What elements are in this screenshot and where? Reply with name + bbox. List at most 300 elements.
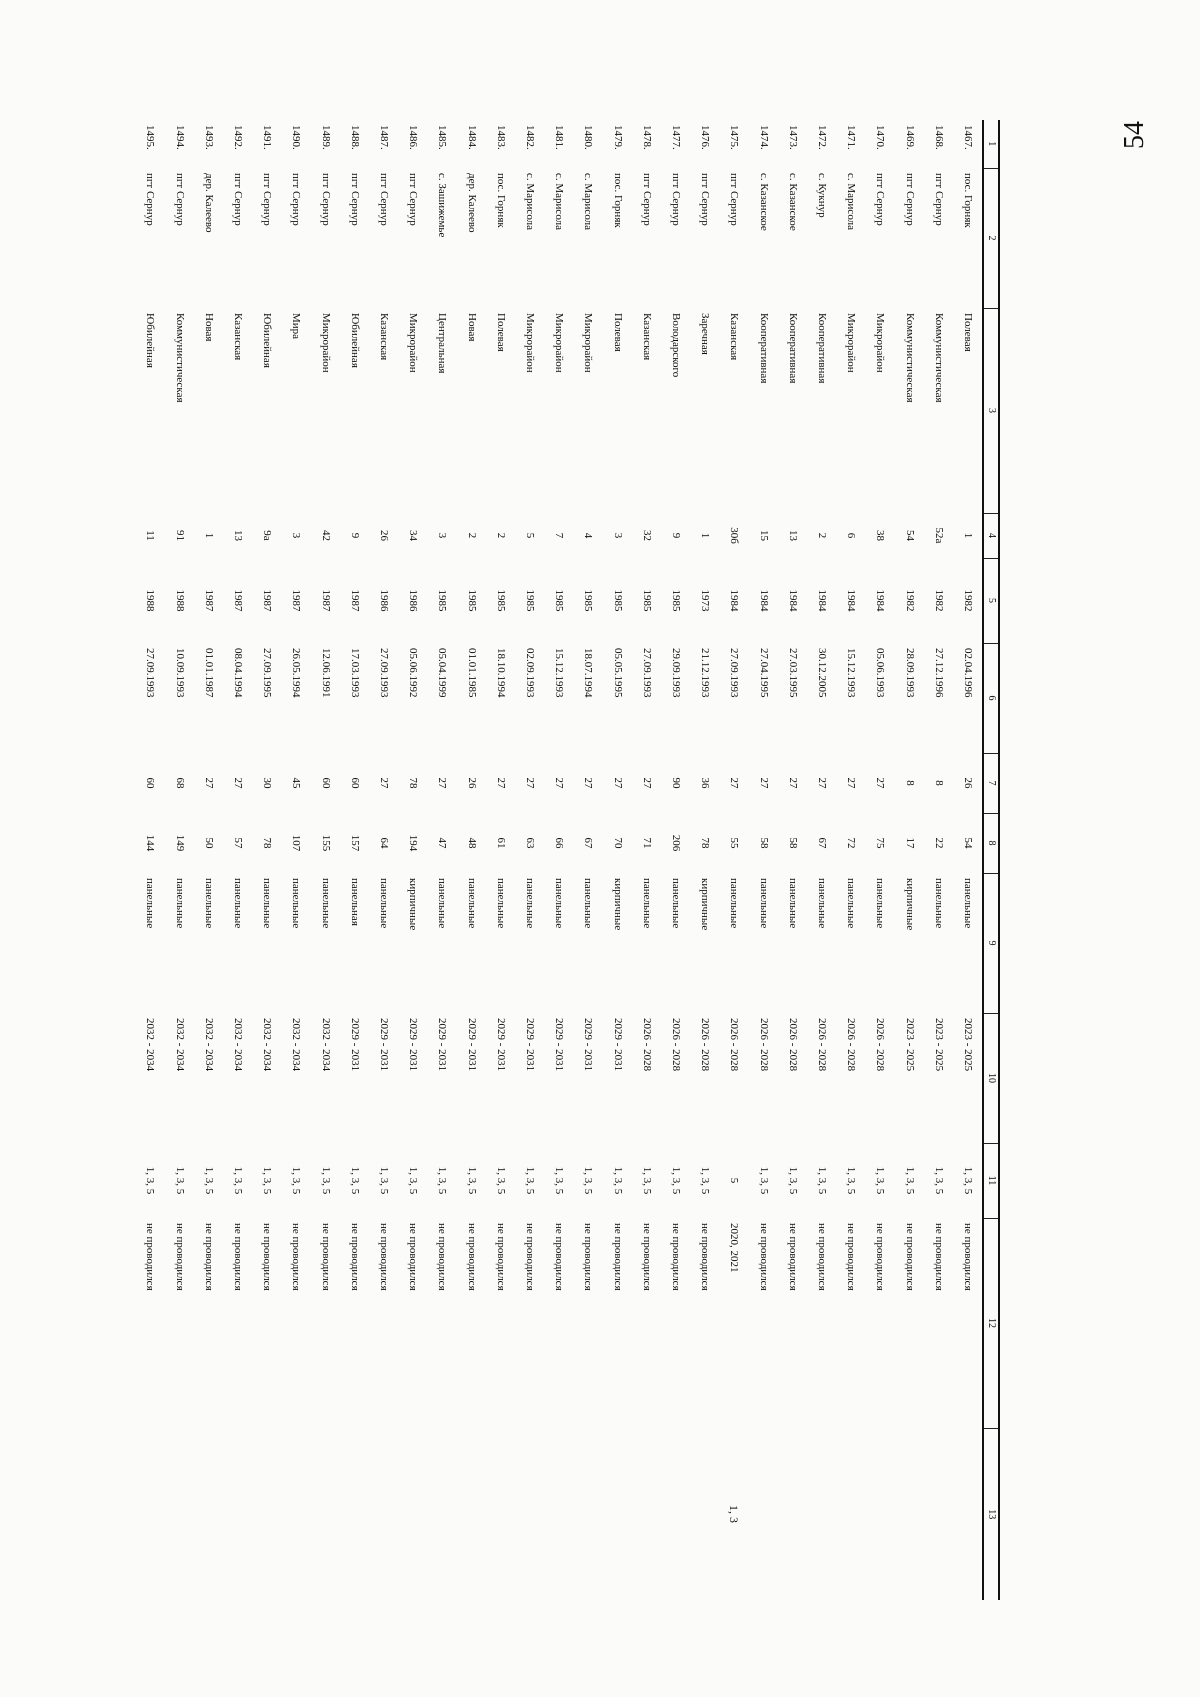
cell-last-repair: не проводился — [815, 1223, 828, 1291]
cell-work-types: 1, 3, 5 — [436, 1166, 449, 1195]
cell-street: Микрорайон — [523, 313, 536, 373]
cell-wall-material: панельные — [815, 878, 828, 929]
column-header-5: 5 — [983, 558, 999, 643]
cell-settlement: дер. Калеево — [465, 173, 478, 233]
cell-settlement: с. Марисола — [582, 173, 595, 231]
cell-house-number: 2 — [465, 532, 478, 539]
cell-wall-material: кирпичные — [407, 878, 420, 931]
cell-last-repair: не проводился — [407, 1223, 420, 1291]
cell-work-types: 1, 3, 5 — [640, 1166, 653, 1195]
cell-wall-material: панельные — [231, 878, 244, 929]
cell-build-year: 1984 — [728, 589, 741, 612]
cell-date: 05.06.1992 — [407, 648, 420, 698]
cell-last-repair: не проводился — [962, 1223, 974, 1291]
cell-wall-material: кирпичные — [903, 878, 916, 931]
cell-house-number: 1 — [962, 532, 974, 539]
cell-date: 12.06.1991 — [319, 648, 332, 698]
cell-wall-material: панельные — [845, 878, 858, 929]
cell-work-types: 1, 3, 5 — [173, 1166, 186, 1195]
cell-last-repair: не проводился — [173, 1223, 186, 1291]
cell-settlement: с. Марисола — [845, 173, 858, 231]
cell-house-number: 1 — [202, 532, 215, 539]
cell-date: 21.12.1993 — [699, 648, 712, 698]
cell-street: Мира — [290, 313, 303, 340]
cell-note — [807, 1428, 836, 1600]
table-row — [836, 120, 865, 1600]
table-row — [369, 120, 398, 1600]
cell-repair-period: 2032 - 2034 — [173, 1018, 186, 1072]
cell-last-repair: не проводился — [757, 1223, 770, 1291]
table-row — [340, 120, 369, 1600]
cell-street: Микрорайон — [845, 313, 858, 373]
cell-work-types: 1, 3, 5 — [786, 1166, 799, 1195]
cell-note — [456, 1428, 485, 1600]
cell-row-number: 1478. — [640, 125, 653, 150]
table-body — [135, 120, 983, 1600]
cell-note — [427, 1428, 456, 1600]
cell-repair-period: 2029 - 2031 — [348, 1018, 361, 1072]
cell-row-number: 1494. — [173, 125, 186, 150]
cell-apartments: 27 — [231, 777, 244, 789]
cell-date: 05.04.1999 — [436, 648, 449, 698]
cell-note — [690, 1428, 719, 1600]
cell-row-number: 1484. — [465, 125, 478, 150]
table-row — [661, 120, 690, 1600]
cell-house-number: 54 — [903, 530, 916, 541]
cell-repair-period: 2029 - 2031 — [611, 1018, 624, 1072]
cell-residents: 64 — [377, 837, 390, 849]
column-header-10: 10 — [983, 1013, 999, 1143]
table-row — [953, 120, 983, 1600]
cell-settlement: пгт Сернур — [261, 173, 274, 226]
cell-settlement: пос. Горняк — [611, 173, 624, 228]
cell-row-number: 1479. — [611, 125, 624, 150]
cell-date: 18.07.1994 — [582, 648, 595, 698]
cell-house-number: 38 — [874, 530, 887, 541]
cell-wall-material: панельные — [436, 878, 449, 929]
cell-settlement: пгт Сернур — [173, 173, 186, 226]
cell-last-repair: не проводился — [582, 1223, 595, 1291]
cell-row-number: 1469. — [903, 125, 916, 150]
cell-row-number: 1468. — [932, 125, 945, 150]
cell-street: Центральная — [436, 313, 449, 374]
cell-row-number: 1482. — [523, 125, 536, 150]
cell-settlement: с. Марисола — [523, 173, 536, 231]
cell-apartments: 26 — [465, 777, 478, 789]
cell-street: Кооперативная — [786, 313, 799, 384]
cell-work-types: 1, 3, 5 — [377, 1166, 390, 1195]
cell-work-types: 1, 3, 5 — [553, 1166, 566, 1195]
cell-date: 30.12.2005 — [815, 648, 828, 698]
table-row — [865, 120, 894, 1600]
cell-apartments: 27 — [436, 777, 449, 789]
table-row — [427, 120, 456, 1600]
cell-date: 27.09.1993 — [144, 648, 157, 698]
cell-house-number: 32 — [640, 530, 653, 541]
cell-work-types: 1, 3, 5 — [611, 1166, 624, 1195]
cell-wall-material: панельные — [553, 878, 566, 929]
cell-build-year: 1984 — [874, 589, 887, 612]
cell-note — [544, 1428, 573, 1600]
cell-date: 27.09.1995 — [261, 648, 274, 698]
cell-wall-material: кирпичные — [611, 878, 624, 931]
cell-settlement: с. Казанское — [757, 173, 770, 231]
cell-note — [340, 1428, 369, 1600]
cell-apartments: 45 — [290, 777, 303, 789]
cell-build-year: 1986 — [377, 589, 390, 612]
cell-note — [135, 1428, 164, 1600]
cell-apartments: 26 — [962, 777, 974, 789]
cell-repair-period: 2023 - 2025 — [962, 1018, 974, 1072]
cell-note: 1, 3 — [727, 1505, 742, 1523]
cell-residents: 67 — [582, 837, 595, 849]
cell-street: Заречная — [699, 313, 712, 355]
cell-apartments: 27 — [202, 777, 215, 789]
table-row — [602, 120, 631, 1600]
table-row — [690, 120, 719, 1600]
cell-apartments: 27 — [377, 777, 390, 789]
cell-work-types: 1, 3, 5 — [962, 1166, 974, 1195]
cell-residents: 63 — [523, 837, 536, 849]
header-row — [983, 120, 999, 1600]
cell-work-types: 1, 3, 5 — [348, 1166, 361, 1195]
column-header-6: 6 — [983, 643, 999, 753]
table-row — [135, 120, 164, 1600]
cell-repair-period: 2032 - 2034 — [290, 1018, 303, 1072]
cell-wall-material: панельные — [523, 878, 536, 929]
cell-settlement: пгт Сернур — [407, 173, 420, 226]
cell-house-number: 9 — [669, 532, 682, 539]
cell-last-repair: не проводился — [231, 1223, 244, 1291]
cell-wall-material: панельные — [669, 878, 682, 929]
cell-last-repair: не проводился — [845, 1223, 858, 1291]
column-header-11: 11 — [983, 1143, 999, 1218]
cell-residents: 50 — [202, 837, 215, 849]
cell-street: Полевая — [962, 313, 974, 352]
cell-date: 18.10.1994 — [494, 648, 507, 698]
cell-street: Казанская — [231, 313, 244, 361]
cell-residents: 155 — [319, 834, 332, 852]
cell-settlement: пос. Горняк — [962, 173, 974, 228]
cell-work-types: 1, 3, 5 — [494, 1166, 507, 1195]
cell-apartments: 36 — [699, 777, 712, 789]
cell-repair-period: 2026 - 2028 — [874, 1018, 887, 1072]
cell-repair-period: 2032 - 2034 — [231, 1018, 244, 1072]
cell-work-types: 1, 3, 5 — [231, 1166, 244, 1195]
cell-note — [602, 1428, 631, 1600]
cell-note — [924, 1428, 953, 1600]
cell-work-types: 1, 3, 5 — [845, 1166, 858, 1195]
table-row — [719, 120, 748, 1600]
cell-house-number: 15 — [757, 530, 770, 541]
cell-build-year: 1987 — [348, 589, 361, 612]
cell-street: Казанская — [728, 313, 741, 361]
page-number: 54 — [1119, 121, 1150, 149]
cell-residents: 58 — [786, 837, 799, 849]
cell-last-repair: не проводился — [553, 1223, 566, 1291]
cell-date: 26.05.1994 — [290, 648, 303, 698]
cell-repair-period: 2029 - 2031 — [494, 1018, 507, 1072]
cell-wall-material: панельные — [202, 878, 215, 929]
cell-residents: 157 — [348, 834, 361, 852]
cell-settlement: с. Казанское — [786, 173, 799, 231]
cell-row-number: 1486. — [407, 125, 420, 150]
cell-wall-material: панельные — [728, 878, 741, 929]
cell-wall-material: панельная — [348, 878, 361, 926]
cell-apartments: 60 — [348, 777, 361, 789]
cell-work-types: 1, 3, 5 — [523, 1166, 536, 1195]
cell-apartments: 30 — [261, 777, 274, 789]
cell-work-types: 1, 3, 5 — [815, 1166, 828, 1195]
cell-wall-material: панельные — [786, 878, 799, 929]
cell-date: 27.04.1995 — [757, 648, 770, 698]
cell-row-number: 1483. — [494, 125, 507, 150]
cell-repair-period: 2029 - 2031 — [407, 1018, 420, 1072]
cell-note — [778, 1428, 807, 1600]
cell-repair-period: 2026 - 2028 — [728, 1018, 741, 1072]
cell-date: 17.03.1993 — [348, 648, 361, 698]
cell-residents: 61 — [494, 837, 507, 849]
table-row — [486, 120, 515, 1600]
cell-build-year: 1986 — [407, 589, 420, 612]
cell-settlement: пгт Сернур — [699, 173, 712, 226]
housing-registry-table — [135, 120, 1000, 1600]
cell-street: Юбилейная — [144, 313, 157, 368]
cell-residents: 58 — [757, 837, 770, 849]
cell-work-types: 1, 3, 5 — [290, 1166, 303, 1195]
cell-apartments: 8 — [932, 780, 945, 786]
cell-settlement: пгт Сернур — [903, 173, 916, 226]
cell-note — [632, 1428, 661, 1600]
cell-row-number: 1475. — [728, 125, 741, 150]
cell-house-number: 2 — [815, 532, 828, 539]
cell-apartments: 27 — [815, 777, 828, 789]
cell-settlement: пос. Горняк — [494, 173, 507, 228]
cell-residents: 70 — [611, 837, 624, 849]
cell-wall-material: панельные — [319, 878, 332, 929]
cell-residents: 57 — [231, 837, 244, 849]
cell-apartments: 27 — [640, 777, 653, 789]
table-row — [807, 120, 836, 1600]
cell-street: Микрорайон — [874, 313, 887, 373]
cell-settlement: пгт Сернур — [874, 173, 887, 226]
cell-street: Казанская — [640, 313, 653, 361]
cell-settlement: пгт Сернур — [728, 173, 741, 226]
cell-note — [398, 1428, 427, 1600]
cell-build-year: 1987 — [231, 589, 244, 612]
cell-residents: 48 — [465, 837, 478, 849]
cell-build-year: 1985 — [436, 589, 449, 612]
column-header-2: 2 — [983, 168, 999, 308]
cell-last-repair: 2020, 2021 — [728, 1223, 741, 1273]
cell-street: Коммунистическая — [173, 313, 186, 403]
cell-build-year: 1985 — [465, 589, 478, 612]
cell-house-number: 42 — [319, 530, 332, 541]
cell-date: 01.01.1987 — [202, 648, 215, 698]
cell-date: 10.09.1993 — [173, 648, 186, 698]
cell-build-year: 1984 — [815, 589, 828, 612]
cell-apartments: 27 — [728, 777, 741, 789]
cell-repair-period: 2029 - 2031 — [523, 1018, 536, 1072]
table-row — [515, 120, 544, 1600]
cell-street: Полевая — [611, 313, 624, 352]
cell-wall-material: панельные — [874, 878, 887, 929]
cell-apartments: 78 — [407, 777, 420, 789]
cell-note — [573, 1428, 602, 1600]
cell-note — [894, 1428, 923, 1600]
cell-row-number: 1491. — [261, 125, 274, 150]
cell-repair-period: 2026 - 2028 — [757, 1018, 770, 1072]
cell-work-types: 1, 3, 5 — [261, 1166, 274, 1195]
column-header-3: 3 — [983, 308, 999, 513]
cell-settlement: с. Зашижемье — [436, 173, 449, 238]
cell-last-repair: не проводился — [669, 1223, 682, 1291]
cell-note — [748, 1428, 777, 1600]
column-header-13: 13 — [983, 1428, 999, 1600]
cell-house-number: 3 — [436, 532, 449, 539]
table-row — [748, 120, 777, 1600]
cell-last-repair: не проводился — [874, 1223, 887, 1291]
cell-repair-period: 2023 - 2025 — [932, 1018, 945, 1072]
cell-wall-material: панельные — [494, 878, 507, 929]
cell-date: 27.03.1995 — [786, 648, 799, 698]
cell-work-types: 1, 3, 5 — [669, 1166, 682, 1195]
cell-last-repair: не проводился — [144, 1223, 157, 1291]
cell-residents: 107 — [290, 834, 303, 852]
cell-residents: 78 — [699, 837, 712, 849]
cell-last-repair: не проводился — [786, 1223, 799, 1291]
table-row — [544, 120, 573, 1600]
cell-residents: 78 — [261, 837, 274, 849]
cell-residents: 22 — [932, 837, 945, 849]
cell-note — [194, 1428, 223, 1600]
cell-last-repair: не проводился — [494, 1223, 507, 1291]
cell-settlement: с. Марисола — [553, 173, 566, 231]
cell-row-number: 1472. — [815, 125, 828, 150]
cell-note — [252, 1428, 281, 1600]
cell-residents: 66 — [553, 837, 566, 849]
cell-residents: 149 — [173, 834, 186, 852]
cell-repair-period: 2029 - 2031 — [436, 1018, 449, 1072]
table-row — [398, 120, 427, 1600]
cell-house-number: 5 — [523, 532, 536, 539]
cell-repair-period: 2026 - 2028 — [640, 1018, 653, 1072]
cell-row-number: 1470. — [874, 125, 887, 150]
cell-wall-material: панельные — [465, 878, 478, 929]
cell-row-number: 1477. — [669, 125, 682, 150]
cell-work-types: 1, 3, 5 — [903, 1166, 916, 1195]
cell-house-number: 30б — [728, 527, 741, 544]
column-header-12: 12 — [983, 1218, 999, 1428]
cell-build-year: 1985 — [553, 589, 566, 612]
cell-note — [836, 1428, 865, 1600]
cell-row-number: 1492. — [231, 125, 244, 150]
cell-last-repair: не проводился — [202, 1223, 215, 1291]
cell-house-number: 52а — [932, 527, 945, 544]
table-row — [164, 120, 193, 1600]
cell-row-number: 1474. — [757, 125, 770, 150]
cell-row-number: 1495. — [144, 125, 157, 150]
cell-last-repair: не проводился — [611, 1223, 624, 1291]
cell-build-year: 1985 — [523, 589, 536, 612]
cell-settlement: пгт Сернур — [932, 173, 945, 226]
cell-date: 05.05.1995 — [611, 648, 624, 698]
cell-last-repair: не проводился — [348, 1223, 361, 1291]
cell-residents: 54 — [962, 837, 974, 849]
cell-wall-material: панельные — [173, 878, 186, 929]
cell-work-types: 1, 3, 5 — [202, 1166, 215, 1195]
cell-repair-period: 2023 - 2025 — [903, 1018, 916, 1072]
cell-row-number: 1485. — [436, 125, 449, 150]
cell-street: Новая — [202, 313, 215, 342]
cell-settlement: пгт Сернур — [319, 173, 332, 226]
table-row — [894, 120, 923, 1600]
cell-row-number: 1487. — [377, 125, 390, 150]
cell-house-number: 34 — [407, 530, 420, 541]
cell-work-types: 1, 3, 5 — [582, 1166, 595, 1195]
cell-street: Казанская — [377, 313, 390, 361]
cell-house-number: 13 — [786, 530, 799, 541]
cell-date: 01.01.1985 — [465, 648, 478, 698]
cell-house-number: 4 — [582, 532, 595, 539]
cell-apartments: 27 — [845, 777, 858, 789]
cell-apartments: 8 — [903, 780, 916, 786]
cell-date: 02.09.1993 — [523, 648, 536, 698]
cell-build-year: 1985 — [494, 589, 507, 612]
cell-date: 27.09.1993 — [377, 648, 390, 698]
cell-house-number: 26 — [377, 530, 390, 541]
cell-work-types: 1, 3, 5 — [757, 1166, 770, 1195]
table-row — [924, 120, 953, 1600]
cell-last-repair: не проводился — [640, 1223, 653, 1291]
cell-street: Юбилейная — [261, 313, 274, 368]
column-header-9: 9 — [983, 873, 999, 1013]
cell-residents: 144 — [144, 834, 157, 852]
cell-wall-material: панельные — [932, 878, 945, 929]
column-header-7: 7 — [983, 753, 999, 813]
cell-house-number: 3 — [611, 532, 624, 539]
cell-residents: 75 — [874, 837, 887, 849]
cell-row-number: 1490. — [290, 125, 303, 150]
cell-date: 15.12.1993 — [845, 648, 858, 698]
cell-last-repair: не проводился — [319, 1223, 332, 1291]
cell-house-number: 91 — [173, 530, 186, 541]
cell-street: Коммунистическая — [932, 313, 945, 403]
cell-last-repair: не проводился — [290, 1223, 303, 1291]
cell-house-number: 11 — [144, 530, 157, 541]
cell-house-number: 6 — [845, 532, 858, 539]
cell-street: Микрорайон — [319, 313, 332, 373]
cell-note — [369, 1428, 398, 1600]
cell-last-repair: не проводился — [903, 1223, 916, 1291]
cell-house-number: 1 — [699, 532, 712, 539]
cell-last-repair: не проводился — [377, 1223, 390, 1291]
cell-residents: 47 — [436, 837, 449, 849]
cell-build-year: 1984 — [757, 589, 770, 612]
cell-note — [515, 1428, 544, 1600]
cell-settlement: пгт Сернур — [231, 173, 244, 226]
cell-repair-period: 2029 - 2031 — [377, 1018, 390, 1072]
cell-date: 02.04.1996 — [962, 648, 974, 698]
cell-build-year: 1987 — [202, 589, 215, 612]
cell-apartments: 27 — [494, 777, 507, 789]
cell-last-repair: не проводился — [436, 1223, 449, 1291]
cell-residents: 55 — [728, 837, 741, 849]
cell-house-number: 9 — [348, 532, 361, 539]
cell-wall-material: панельные — [144, 878, 157, 929]
cell-work-types: 1, 3, 5 — [407, 1166, 420, 1195]
cell-row-number: 1489. — [319, 125, 332, 150]
